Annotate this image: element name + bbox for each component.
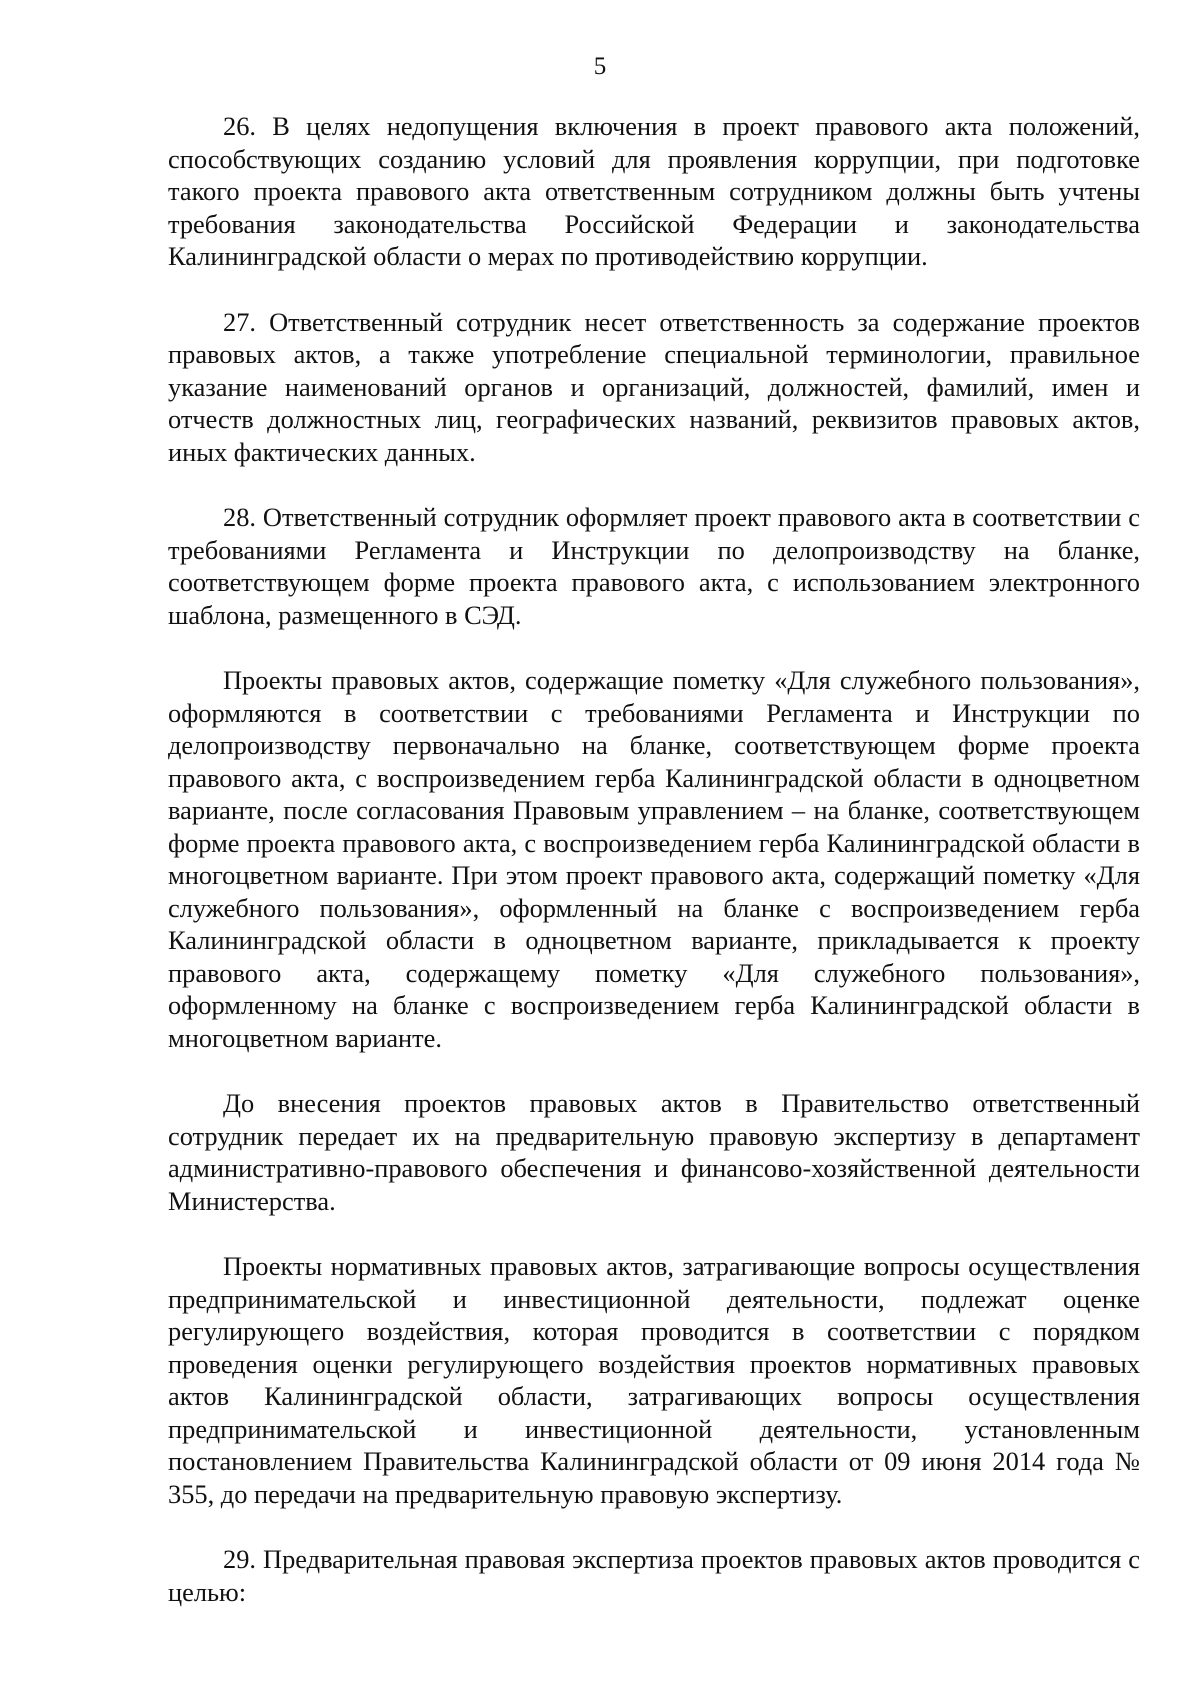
page-number: 5 [593,53,607,80]
paragraph-regulatory-impact: Проекты нормативных правовых актов, затрагивающие вопросы осуществления предпринимательской и инвестиционной деятельности, подлежат оценке регулирующего воздействия, которая проводится в соответствии с порядком проведения оценки регулирующего воздействия проектов нормативных правовых актов Калининградской области, затрагивающих вопросы осуществления предпринимательской и инвестиционной деятельности, установленным постановлением Правительства Калининградской области от 09 июня 2014 года № 355, до передачи на предварительную правовую экспертизу. [168,1251,1140,1509]
paragraph-29: 29. Предварительная правовая экспертиза проектов правовых актов проводится с целью: [168,1544,1140,1607]
document-body [168,110,1140,1608]
paragraph-27: 27. Ответственный сотрудник несет ответственность за содержание проектов правовых актов, а также употребление специальной терминологии, правильное указание наименований органов и организаций, должностей, фамилий, имен и отчеств должностных лиц, географических названий, реквизитов правовых актов, иных фактических данных. [168,306,1140,467]
paragraph-dsp-projects: Проекты правовых актов, содержащие пометку «Для служебного пользования», оформляются в соответствии с требованиями Регламента и Инструкции по делопроизводству первоначально на бланке, соответствующем форме проекта правового акта, с воспроизведением герба Калининградской области в одноцветном варианте, после согласования Правовым управлением – на бланке, соответствующем форме проекта правового акта, с воспроизведением герба Калининградской области в многоцветном варианте. При этом проект правового акта, содержащий пометку «Для служебного пользования», оформленный на бланке с воспроизведением герба Калининградской области в одноцветном варианте, прикладывается к проекту правового акта, содержащему пометку «Для служебного пользования», оформленному на бланке с воспроизведением герба Калининградской области в многоцветном варианте. [168,665,1140,1053]
paragraph-28: 28. Ответственный сотрудник оформляет проект правового акта в соответствии с требованиями Регламента и Инструкции по делопроизводству на бланке, соответствующем форме проекта правового акта, с использованием электронного шаблона, размещенного в СЭД. [168,502,1140,630]
paragraph-26: 26. В целях недопущения включения в проект правового акта положений, способствующих созданию условий для проявления коррупции, при подготовке такого проекта правового акта ответственным сотрудником должны быть учтены требования законодательства Российской Федерации и законодательства Калининградской области о мерах по противодействию коррупции. [168,111,1140,271]
paragraph-legal-review: До внесения проектов правовых актов в Правительство ответственный сотрудник передает их на предварительную правовую экспертизу в департамент административно-правового обеспечения и финансово-хозяйственной деятельности Министерства. [168,1088,1140,1216]
